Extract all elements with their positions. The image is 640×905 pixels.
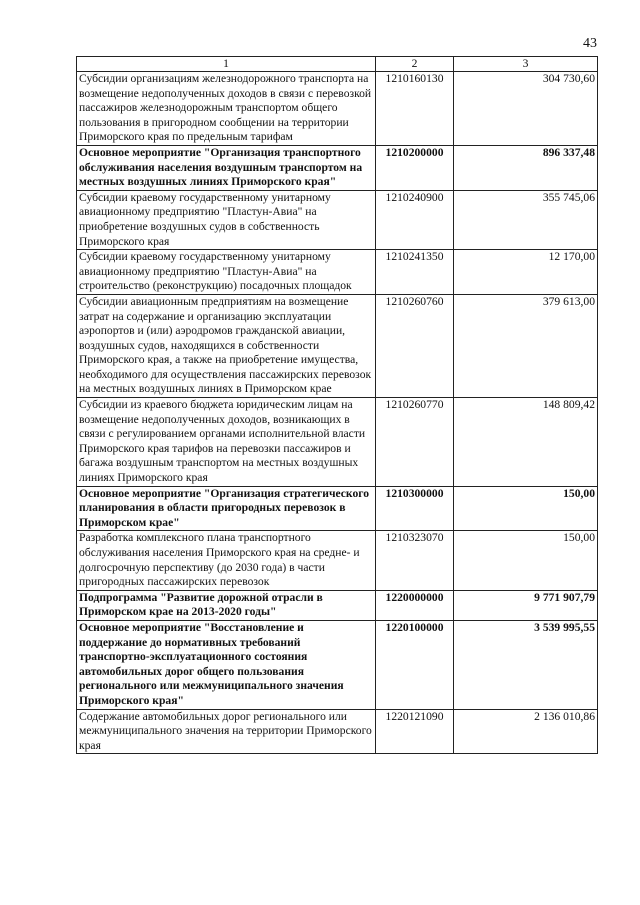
row-amount-cell: 150,00 (454, 486, 598, 531)
header-col-1: 1 (77, 57, 376, 72)
row-code-cell: 1210241350 (376, 250, 454, 295)
row-name-cell: Содержание автомобильных дорог регионального или межмуниципального значения на территории Приморского края (77, 709, 376, 754)
row-code-cell: 1210160130 (376, 72, 454, 146)
table-row (77, 294, 598, 397)
row-code-cell: 1220121090 (376, 709, 454, 754)
row-amount-cell: 355 745,06 (454, 190, 598, 249)
table-row (77, 590, 598, 620)
row-code-cell: 1210260770 (376, 398, 454, 487)
row-code-cell: 1220100000 (376, 620, 454, 709)
row-name-cell: Субсидии авиационным предприятиям на возмещение затрат на содержание и организацию эксплуатации аэропортов и (или) аэродромов гражданской авиации, воздушных судов, находящихся в собственности Приморского края, а также на приобретение имущества, необходимого для осуществления пассажирских перевозок на местных воздушных линиях в Приморском крае (77, 294, 376, 397)
row-name-cell: Субсидии краевому государственному унитарному авиационному предприятию "Пластун-Авиа" на строительство (реконструкцию) посадочных площадок (77, 250, 376, 295)
row-amount-cell: 2 136 010,86 (454, 709, 598, 754)
row-name-cell: Основное мероприятие "Организация стратегического планирования в области пригородных перевозок в Приморском крае" (77, 486, 376, 531)
table-row (77, 190, 598, 249)
row-code-cell: 1220000000 (376, 590, 454, 620)
row-amount-cell: 379 613,00 (454, 294, 598, 397)
row-amount-cell: 148 809,42 (454, 398, 598, 487)
row-name-cell: Основное мероприятие "Восстановление и поддержание до нормативных требований транспортно-эксплуатационного состояния автомобильных дорог общего пользования регионального или межмуниципального значения Приморского края" (77, 620, 376, 709)
row-code-cell: 1210260760 (376, 294, 454, 397)
row-name-cell: Субсидии организациям железнодорожного транспорта на возмещение недополученных доходов в связи с перевозкой пассажиров железнодорожным транспортом общего пользования в пригородном сообщении на территории Приморского края по предельным тарифам (77, 72, 376, 146)
row-amount-cell: 304 730,60 (454, 72, 598, 146)
row-code-cell: 1210300000 (376, 486, 454, 531)
row-name-cell: Субсидии из краевого бюджета юридическим лицам на возмещение недополученных доходов, возникающих в связи с регулированием органами исполнительной власти Приморского края тарифов на перевозки пассажиров и багажа воздушным транспортом на местных воздушных линиях Приморского края (77, 398, 376, 487)
header-col-3: 3 (454, 57, 598, 72)
row-amount-cell: 3 539 995,55 (454, 620, 598, 709)
row-name-cell: Разработка комплексного плана транспортного обслуживания населения Приморского края на средне- и долгосрочную перспективу (до 2030 года) в части пригородных пассажирских перевозок (77, 531, 376, 590)
table-row (77, 486, 598, 531)
row-code-cell: 1210323070 (376, 531, 454, 590)
budget-table (76, 56, 598, 754)
table-row (77, 531, 598, 590)
header-col-2: 2 (376, 57, 454, 72)
row-amount-cell: 896 337,48 (454, 145, 598, 190)
table-row (77, 250, 598, 295)
table-row (77, 72, 598, 146)
row-name-cell: Подпрограмма "Развитие дорожной отрасли в Приморском крае на 2013-2020 годы" (77, 590, 376, 620)
row-amount-cell: 150,00 (454, 531, 598, 590)
row-amount-cell: 9 771 907,79 (454, 590, 598, 620)
header-row (77, 57, 598, 72)
table-row (77, 620, 598, 709)
row-amount-cell: 12 170,00 (454, 250, 598, 295)
table-row (77, 145, 598, 190)
table-row (77, 398, 598, 487)
table-row (77, 709, 598, 754)
row-code-cell: 1210240900 (376, 190, 454, 249)
row-name-cell: Субсидии краевому государственному унитарному авиационному предприятию "Пластун-Авиа" на приобретение воздушных судов в собственность Приморского края (77, 190, 376, 249)
row-code-cell: 1210200000 (376, 145, 454, 190)
row-name-cell: Основное мероприятие "Организация транспортного обслуживания населения воздушным транспортом на местных воздушных линиях Приморского края" (77, 145, 376, 190)
page-number: 43 (583, 36, 597, 51)
